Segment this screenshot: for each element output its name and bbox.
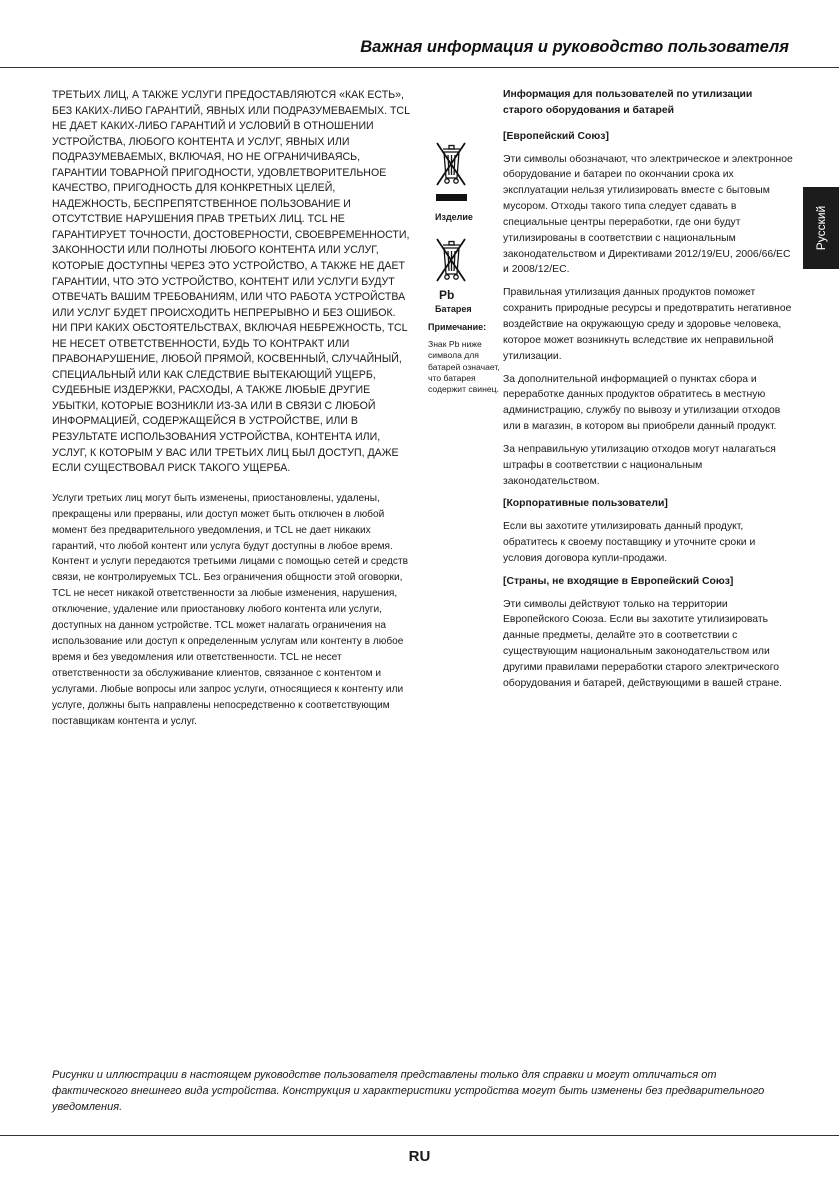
left-column [52,88,412,730]
language-tab [803,187,839,269]
header-divider [0,67,839,68]
eu-paragraph-1: Эти символы обозначают, что электрическое и электронное оборудование и батареи по окончании срока их эксплуатации нельзя утилизировать вместе с бытовым мусором. Отходы такого типа следует сдавать в специальные центры переработки, где они будут утилизированы в соответствии с национальным законодательством и Директивами 2012/19/EU, 2006/66/ЕС и 2008/12/ЕС. [503,153,793,276]
third-party-services-paragraph: Услуги третьих лиц могут быть изменены, приостановлены, удалены, прекращены или прерваны, или доступ может быть отключен в любой момент без предварительного уведомления, и TCL не дает никаких гарантий, что любой контент или услуга будут доступны в любое время. Контент и услуги передаются третьими лицами с помощью сетей и средств связи, не контролируемых TCL. Без ограничения общности этой оговорки, TCL не несет никакой ответственности за любые изменения, нарушения, отключение, удаление или приостановку любого контента или услуги, доступных на данном устройстве. TCL может налагать ограничения на использование или доступ к определенным услугам или контенту в любое время и без уведомления или ответственности. TCL не несет ответственности за обслуживание клиентов, связанное с контентом и услугами. Любые вопросы или запрос услуги, относящиеся к контенту или услуге, должны быть направлены непосредственно к соответствующим поставщикам контента и услуг. [52,492,408,728]
note-text: Знак Pb ниже символа для батарей означает, что батарея содержит свинец. [428,339,500,395]
right-column [503,87,793,699]
lead-chemical-symbol: Pb [439,288,455,302]
page-language-code: RU [408,1148,431,1165]
footer-divider [0,1135,839,1136]
non-eu-section-heading: [Страны, не входящие в Европейский Союз] [503,575,734,587]
eu-section-heading: [Европейский Союз] [503,130,609,142]
illustration-disclaimer: Рисунки и иллюстрации в настоящем руководстве пользователя представлены только для справки и могут отличаться от фактического внешнего вида устройства. Конструкция и характеристики устройства могут быть изменены без предварительного уведомления. [52,1069,765,1113]
eu-paragraph-2: Правильная утилизация данных продуктов поможет сохранить природные ресурсы и предотвратить негативное воздействие на окружающую среду и здоровье человека, которое может возникнуть вследствие их неправильной утилизации. [503,287,792,362]
crossed-bin-product-icon [434,140,468,209]
disposal-info-heading: Информация для пользователей по утилизации старого оборудования и батарей [503,89,753,116]
note-title: Примечание: [428,322,487,332]
eu-paragraph-3: За дополнительной информацией о пунктах сбора и переработке данных продуктов обратитесь в местную администрацию, службу по вывозу и утилизации отходов или в магазин, в котором вы приобрели данный продукт. [503,373,781,433]
product-label: Изделие [435,212,473,222]
battery-label: Батарея [435,304,472,314]
corporate-paragraph: Если вы захотите утилизировать данный продукт, обратитесь к своему поставщику и уточните сроки и условия договора купли-продажи. [503,521,756,564]
eu-paragraph-4: За неправильную утилизацию отходов могут налагаться штрафы в соответствии с национальным законодательством. [503,443,776,487]
crossed-bin-battery-icon [434,236,468,287]
page-header-title: Важная информация и руководство пользователя [360,38,789,56]
language-tab-label: Русский [814,205,828,251]
legal-disclaimer-caps: ТРЕТЬИХ ЛИЦ, А ТАКЖЕ УСЛУГИ ПРЕДОСТАВЛЯЮТСЯ «КАК ЕСТЬ», БЕЗ КАКИХ-ЛИБО ГАРАНТИЙ, ЯВНЫХ ИЛИ ПОДРАЗУМЕВАЕМЫХ. TCL НЕ ДАЕТ КАКИХ-ЛИБО ГАРАНТИЙ И УСЛОВИЙ В ОТНОШЕНИИ УСТРОЙСТВА, ЛЮБОГО КОНТЕНТА И УСЛУГ, ЯВНЫХ ИЛИ ПОДРАЗУМЕВАЕМЫХ, ВКЛЮЧАЯ, НО НЕ ОГРАНИЧИВАЯСЬ, ГАРАНТИИ ТОВАРНОЙ ПРИГОДНОСТИ, УДОВЛЕТВОРИТЕЛЬНОЕ КАЧЕСТВО, ПРИГОДНОСТЬ ДЛЯ КОНКРЕТНЫХ ЦЕЛЕЙ, НАДЕЖНОСТЬ, БЕСПРЕПЯТСТВЕННОЕ ПОЛЬЗОВАНИЕ И ОТСУТСТВИЕ НАРУШЕНИЯ ПРАВ ТРЕТЬИХ ЛИЦ. TCL НЕ ГАРАНТИРУЕТ ТОЧНОСТИ, ДОСТОВЕРНОСТИ, СВОЕВРЕМЕННОСТИ, ЗАКОННОСТИ ИЛИ ПОЛНОТЫ ЛЮБОГО КОНТЕНТА ИЛИ УСЛУГ, КОТОРЫЕ ДОСТУПНЫ ЧЕРЕЗ ЭТО УСТРОЙСТВО, А ТАКЖЕ НЕ ДАЕТ ГАРАНТИИ, ЧТО ЭТО УСТРОЙСТВО, КОНТЕНТ ИЛИ УСЛУГИ БУДУТ ОТВЕЧАТЬ ВАШИМ ТРЕБОВАНИЯМ, ИЛИ ЧТО РАБОТА УСТРОЙСТВА ИЛИ УСЛУГ БУДЕТ ПРОИСХОДИТЬ НЕПРЕРЫВНО И БЕЗ ОШИБОК. НИ ПРИ КАКИХ ОБСТОЯТЕЛЬСТВАХ, ВКЛЮЧАЯ НЕБРЕЖНОСТЬ, TCL НЕ НЕСЕТ ОТВЕТСТВЕННОСТИ, БУДЬ ТО КОНТРАКТ ИЛИ ПРАВОНАРУШЕНИЕ, ЛЮБОЙ ПРЯМОЙ, КОСВЕННЫЙ, СЛУЧАЙНЫЙ, СПЕЦИАЛЬНЫЙ ИЛИ КАК СЛЕДСТВИЕ ВЫТЕКАЮЩИЙ УЩЕРБ, СУДЕБНЫЕ ИЗДЕРЖКИ, РАСХОДЫ, А ТАКЖЕ ЛЮБЫЕ ДРУГИЕ УБЫТКИ, КОТОРЫЕ ВОЗНИКЛИ ИЗ-ЗА ИЛИ В СВЯЗИ С ЛЮБОЙ ИНФОРМАЦИЕЙ, СОДЕРЖАЩЕЙСЯ В УСТРОЙСТВЕ, ИЛИ В РЕЗУЛЬТАТЕ ИСПОЛЬЗОВАНИЯ УСТРОЙСТВА, КОНТЕНТА ИЛИ, УСЛУГ, К КОТОРЫМ У ВАС ИЛИ ТРЕТЬИХ ЛИЦ БЫЛ ДОСТУП, ДАЖЕ ЕСЛИ СУЩЕСТВОВАЛ РИСК ТАКОГО УЩЕРБА. [52,89,410,475]
weee-symbols-column [428,140,502,395]
corporate-section-heading: [Корпоративные пользователи] [503,498,668,510]
non-eu-paragraph: Эти символы действуют только на территории Европейского Союза. Если вы захотите утилизировать данные предметы, делайте это в соответствии с существующим национальным законодательством или другими правилами переработки старого электрического оборудования и батарей, действующими в вашей стране. [503,598,782,689]
